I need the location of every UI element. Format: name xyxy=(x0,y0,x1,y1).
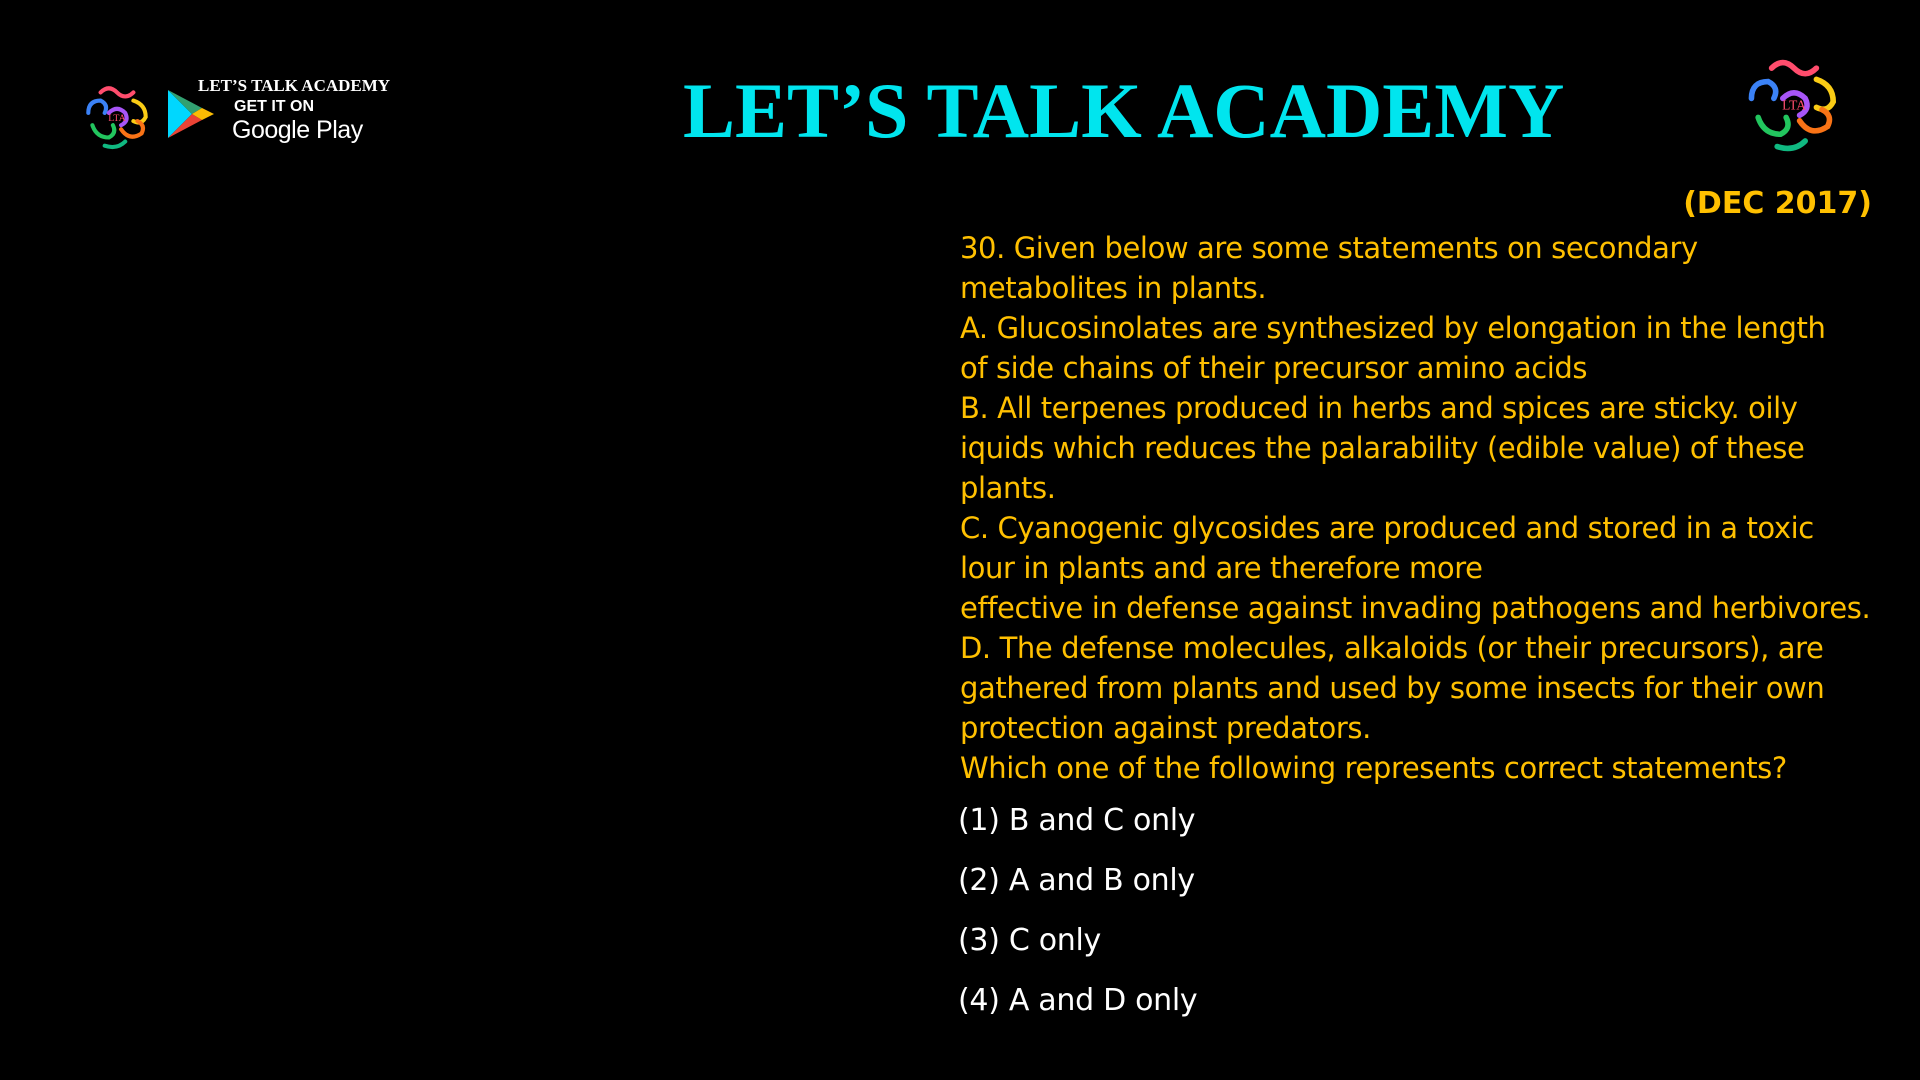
statement-d-line: gathered from plants and used by some insects for their own xyxy=(960,671,1825,705)
statement-d-line: protection against predators. xyxy=(960,711,1371,745)
question-line: 30. Given below are some statements on secondary xyxy=(960,231,1698,265)
google-play-text: Google Play xyxy=(232,116,363,144)
option-1[interactable]: (1) B and C only xyxy=(958,803,1196,838)
statement-b-line: B. All terpenes produced in herbs and spices are sticky. oily xyxy=(960,391,1798,425)
svg-text:LTA: LTA xyxy=(108,113,126,125)
option-2[interactable]: (2) A and B only xyxy=(958,863,1195,898)
option-3[interactable]: (3) C only xyxy=(958,923,1101,958)
statement-a-line: A. Glucosinolates are synthesized by elongation in the length xyxy=(960,311,1826,345)
exam-year-tag: (DEC 2017) xyxy=(1683,186,1872,221)
page-title: LET’S TALK ACADEMY xyxy=(683,67,1565,154)
statement-d-line: D. The defense molecules, alkaloids (or their precursors), are xyxy=(960,631,1824,665)
get-it-on-text: GET IT ON xyxy=(234,98,314,115)
question-line: metabolites in plants. xyxy=(960,271,1267,305)
academy-logo-icon xyxy=(1738,48,1850,160)
statement-a-line: of side chains of their precursor amino acids xyxy=(960,351,1588,385)
statement-c-line: C. Cyanogenic glycosides are produced and stored in a toxic xyxy=(960,511,1814,545)
statement-b-line: iquids which reduces the palarability (edible value) of these xyxy=(960,431,1805,465)
question-prompt: Which one of the following represents correct statements? xyxy=(960,751,1787,785)
statement-b-line: plants. xyxy=(960,471,1056,505)
question-text xyxy=(960,228,1900,788)
option-4[interactable]: (4) A and D only xyxy=(958,983,1198,1018)
statement-c-line: lour in plants and are therefore more xyxy=(960,551,1483,585)
statement-c-line: effective in defense against invading pathogens and herbivores. xyxy=(960,591,1871,625)
brand-name-text: LET’S TALK ACADEMY xyxy=(198,76,391,95)
title-area xyxy=(0,0,1920,160)
answer-options xyxy=(958,796,1197,1036)
svg-text:LTA: LTA xyxy=(1782,97,1806,113)
